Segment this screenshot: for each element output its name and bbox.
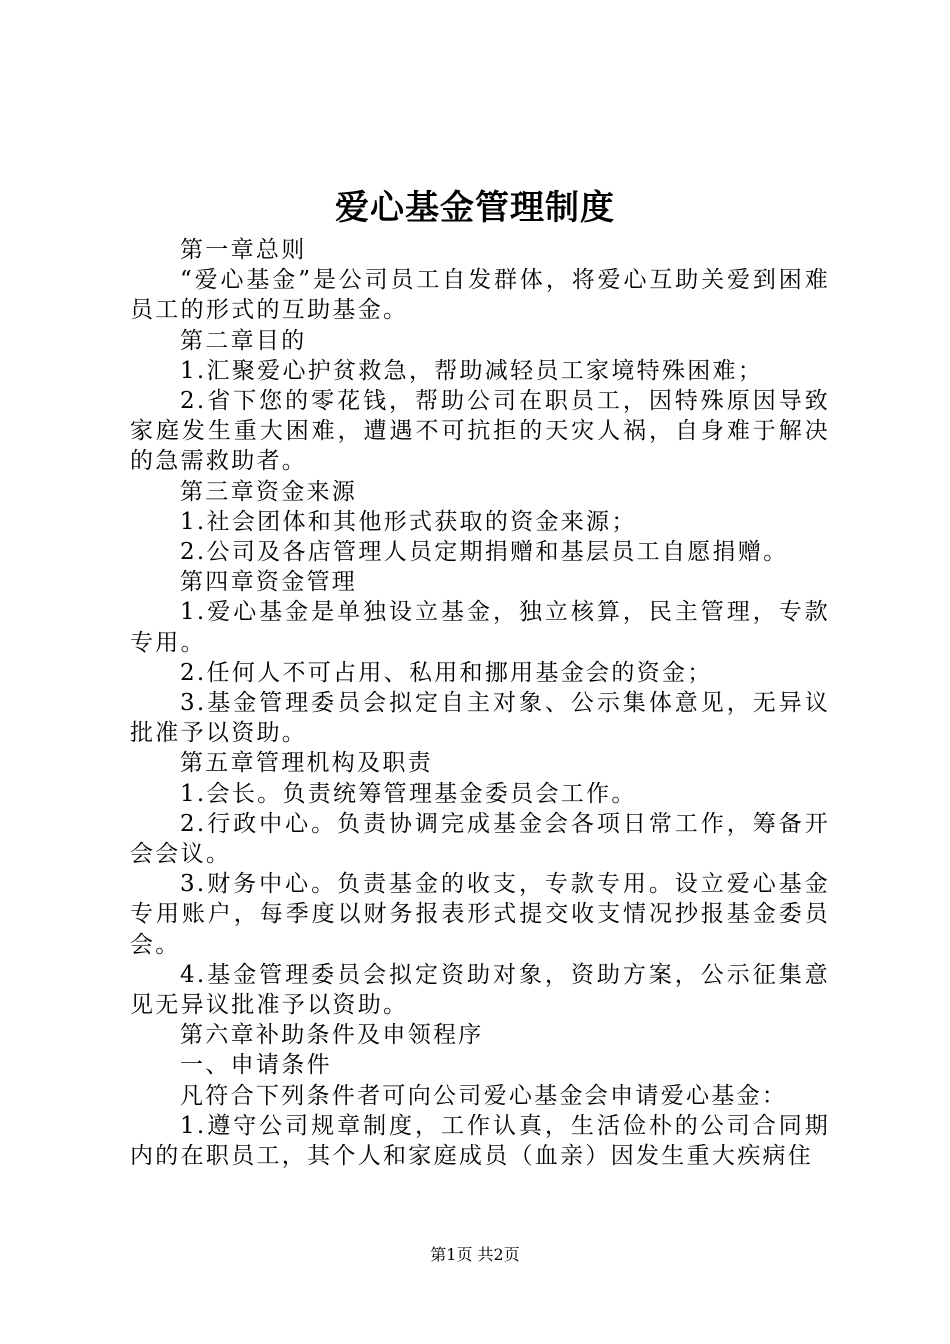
paragraph: 2.省下您的零花钱，帮助公司在职员工，因特殊原因导致家庭发生重大困难，遭遇不可抗拒的天灾人祸，自身难于解决的急需救助者。 bbox=[130, 388, 830, 475]
paragraph: 4.基金管理委员会拟定资助对象，资助方案，公示征集意见无异议批准予以资助。 bbox=[130, 961, 830, 1019]
paragraph: “爱心基金”是公司员工自发群体，将爱心互助关爱到困难员工的形式的互助基金。 bbox=[130, 267, 830, 324]
page-number-footer: 第1页 共2页 bbox=[430, 1245, 520, 1264]
section-heading: 一、申请条件 bbox=[180, 1052, 332, 1079]
chapter-heading: 第二章目的 bbox=[180, 327, 307, 354]
chapter-heading: 第一章总则 bbox=[180, 237, 307, 263]
paragraph: 3.基金管理委员会拟定自主对象、公示集体意见，无异议批准予以资助。 bbox=[130, 690, 830, 747]
document-title: 爱心基金管理制度 bbox=[335, 188, 615, 228]
paragraph: 3.财务中心。负责基金的收支，专款专用。设立爱心基金专用账户，每季度以财务报表形式提交收支情况抄报基金委员会。 bbox=[130, 871, 830, 958]
paragraph: 1.汇聚爱心护贫救急，帮助减轻员工家境特殊困难； bbox=[180, 357, 764, 384]
paragraph: 1.会长。负责统筹管理基金委员会工作。 bbox=[180, 780, 637, 807]
paragraph: 凡符合下列条件者可向公司爱心基金会申请爱心基金： bbox=[180, 1082, 788, 1109]
paragraph: 1.爱心基金是单独设立基金，独立核算，民主管理，专款专用。 bbox=[130, 599, 830, 656]
chapter-heading: 第四章资金管理 bbox=[180, 569, 358, 596]
chapter-heading: 第六章补助条件及申领程序 bbox=[180, 1022, 484, 1049]
paragraph: 1.遵守公司规章制度，工作认真，生活俭朴的公司合同期内的在职员工，其个人和家庭成员（血亲）因发生重大疾病住 bbox=[130, 1112, 830, 1170]
paragraph: 1.社会团体和其他形式获取的资金来源； bbox=[180, 508, 637, 535]
chapter-heading: 第五章管理机构及职责 bbox=[180, 750, 433, 777]
document-body bbox=[130, 235, 830, 1171]
chapter-heading: 第三章资金来源 bbox=[180, 478, 358, 505]
paragraph: 2.行政中心。负责协调完成基金会各项日常工作，筹备开会会议。 bbox=[130, 810, 830, 868]
paragraph: 2.任何人不可占用、私用和挪用基金会的资金； bbox=[180, 659, 713, 686]
paragraph: 2.公司及各店管理人员定期捐赠和基层员工自愿捐赠。 bbox=[180, 539, 789, 566]
